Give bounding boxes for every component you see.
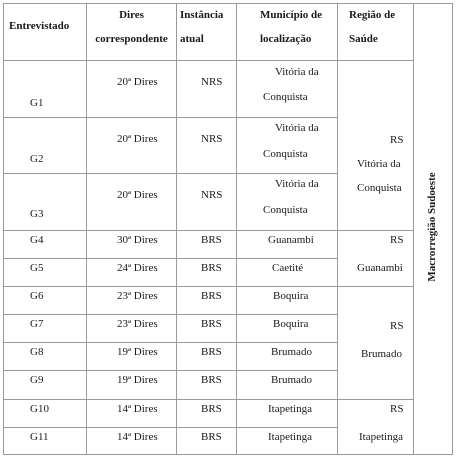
- region-itapetinga-line2: Itapetinga: [359, 431, 403, 443]
- cell-dires-g7: 23ª Dires: [117, 318, 158, 330]
- cell-municipio-g9: Brumado: [271, 374, 312, 386]
- rule-row-1: [3, 117, 337, 118]
- header-dires-line1: Dires: [119, 9, 144, 21]
- region-brumado-line1: RS: [390, 320, 404, 332]
- cell-municipio-g11: Itapetinga: [268, 431, 312, 443]
- cell-instancia-g9: BRS: [201, 374, 222, 386]
- cell-dires-g9: 19ª Dires: [117, 374, 158, 386]
- cell-municipio-g5: Caetité: [272, 262, 304, 274]
- rule-col-2: [176, 3, 177, 455]
- rule-row-6: [3, 314, 337, 315]
- header-dires-line2: correspondente: [95, 33, 168, 45]
- cell-entrevistado-g5: G5: [30, 262, 44, 274]
- header-municipio-line1: Município de: [260, 9, 323, 21]
- rule-row-8: [3, 370, 337, 371]
- cell-municipio-g2-line2: Conquista: [263, 148, 308, 160]
- cell-dires-g6: 23ª Dires: [117, 290, 158, 302]
- cell-entrevistado-g10: G10: [30, 403, 49, 415]
- header-regiao-line2: Saúde: [349, 33, 378, 45]
- cell-dires-g2: 20ª Dires: [117, 133, 158, 145]
- rule-row-4: [3, 258, 337, 259]
- cell-instancia-g1: NRS: [201, 76, 223, 88]
- rule-row-7: [3, 342, 337, 343]
- cell-dires-g1: 20ª Dires: [117, 76, 158, 88]
- cell-municipio-g2-line1: Vitória da: [275, 122, 319, 134]
- header-entrevistado: Entrevistado: [9, 20, 70, 32]
- cell-municipio-g3-line1: Vitória da: [275, 178, 319, 190]
- cell-entrevistado-g4: G4: [30, 234, 44, 246]
- rule-bottom: [3, 454, 453, 455]
- cell-entrevistado-g3: G3: [30, 208, 44, 220]
- interviewee-table: [3, 3, 453, 455]
- rule-col-4: [337, 3, 338, 455]
- region-vitoria-line3: Conquista: [357, 182, 402, 194]
- cell-instancia-g2: NRS: [201, 133, 223, 145]
- cell-dires-g4: 30ª Dires: [117, 234, 158, 246]
- rule-row-10: [3, 427, 337, 428]
- cell-instancia-g6: BRS: [201, 290, 222, 302]
- cell-municipio-g10: Itapetinga: [268, 403, 312, 415]
- cell-instancia-g4: BRS: [201, 234, 222, 246]
- cell-dires-g5: 24ª Dires: [117, 262, 158, 274]
- cell-municipio-g8: Brumado: [271, 346, 312, 358]
- header-municipio-line2: localização: [260, 33, 312, 45]
- rule-row-2: [3, 173, 337, 174]
- cell-entrevistado-g2: G2: [30, 153, 44, 165]
- cell-instancia-g10: BRS: [201, 403, 222, 415]
- region-vitoria-line2: Vitória da: [357, 158, 401, 170]
- cell-dires-g3: 20ª Dires: [117, 189, 158, 201]
- header-regiao-line1: Região de: [349, 9, 396, 21]
- macroregion-label: Macrorregião Sudoeste: [426, 172, 438, 282]
- cell-entrevistado-g9: G9: [30, 374, 44, 386]
- cell-municipio-g3-line2: Conquista: [263, 204, 308, 216]
- cell-dires-g8: 19ª Dires: [117, 346, 158, 358]
- cell-instancia-g5: BRS: [201, 262, 222, 274]
- cell-instancia-g7: BRS: [201, 318, 222, 330]
- header-instancia-line2: atual: [180, 33, 204, 45]
- cell-entrevistado-g11: G11: [30, 431, 49, 443]
- rule-left: [3, 3, 4, 455]
- rule-row-5: [3, 286, 413, 287]
- cell-entrevistado-g7: G7: [30, 318, 44, 330]
- cell-entrevistado-g6: G6: [30, 290, 44, 302]
- cell-municipio-g1-line1: Vitória da: [275, 66, 319, 78]
- cell-instancia-g3: NRS: [201, 189, 223, 201]
- rule-right: [452, 3, 453, 455]
- cell-dires-g11: 14ª Dires: [117, 431, 158, 443]
- region-itapetinga-line1: RS: [390, 403, 404, 415]
- rule-header: [3, 60, 413, 61]
- cell-dires-g10: 14ª Dires: [117, 403, 158, 415]
- cell-municipio-g1-line2: Conquista: [263, 91, 308, 103]
- rule-col-5: [413, 3, 414, 455]
- cell-municipio-g7: Boquira: [273, 318, 309, 330]
- rule-row-3: [3, 230, 413, 231]
- cell-municipio-g4: Guanambi: [268, 234, 314, 246]
- region-vitoria-line1: RS: [390, 134, 404, 146]
- header-instancia-line1: Instância: [180, 9, 224, 21]
- cell-instancia-g11: BRS: [201, 431, 222, 443]
- region-guanambi-line2: Guanambi: [357, 262, 403, 274]
- rule-row-9: [3, 399, 413, 400]
- region-brumado-line2: Brumado: [361, 348, 402, 360]
- rule-col-3: [236, 3, 237, 455]
- region-guanambi-line1: RS: [390, 234, 404, 246]
- rule-top: [3, 3, 453, 4]
- cell-entrevistado-g1: G1: [30, 97, 44, 109]
- cell-entrevistado-g8: G8: [30, 346, 44, 358]
- rule-col-1: [86, 3, 87, 455]
- cell-municipio-g6: Boquira: [273, 290, 309, 302]
- cell-instancia-g8: BRS: [201, 346, 222, 358]
